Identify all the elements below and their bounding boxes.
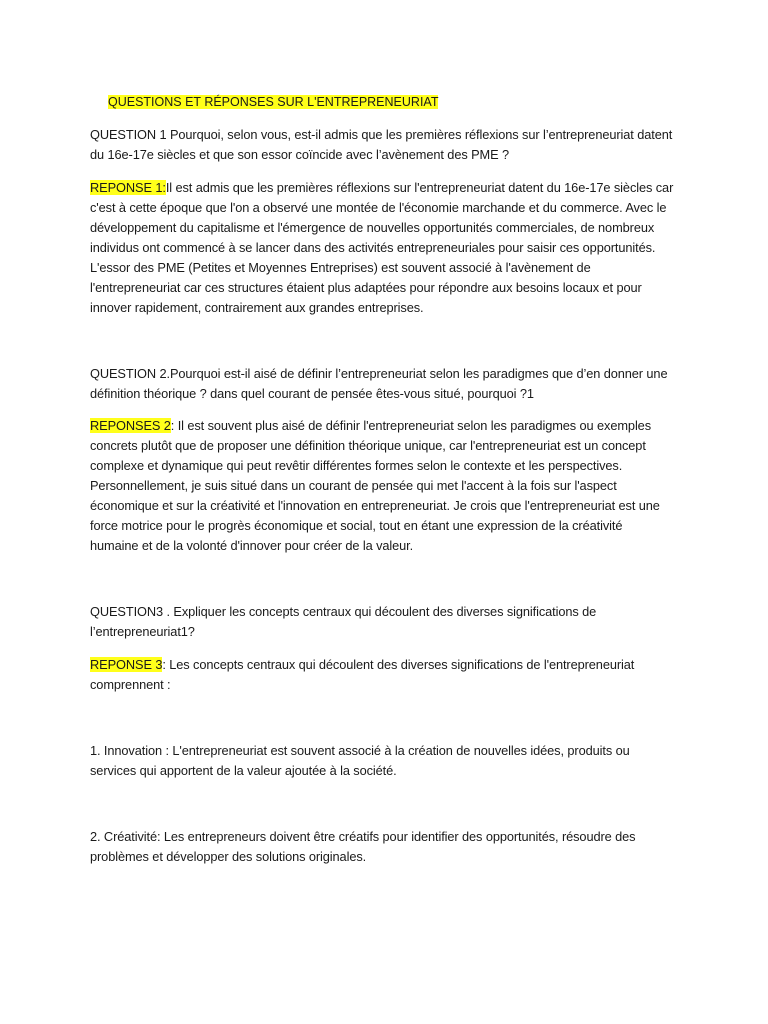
answer-3	[90, 655, 680, 695]
list-item-line: problèmes et développer des solutions originales.	[90, 849, 367, 864]
answer-2-first-line-text: : Il est souvent plus aisé de définir l'entrepreneuriat selon les paradigmes ou exemples	[170, 418, 651, 433]
answer-1-label: REPONSE 1:	[90, 180, 166, 195]
list-item	[90, 827, 680, 867]
answer-2-line: complexe et dynamique qui peut revêtir différentes formes selon le contexte et les perspectives.	[90, 458, 623, 473]
answer-2-line: économique et sur la créativité et l'innovation en entrepreneuriat. Je crois que l'entrepreneuriat est une	[90, 498, 660, 513]
question-1-line: QUESTION 1 Pourquoi, selon vous, est-il admis que les premières réflexions sur l’entrepreneuriat datent	[90, 127, 673, 142]
document-title	[108, 93, 438, 111]
question-1-line: du 16e-17e siècles et que son essor coïncide avec l’avènement des PME ?	[90, 147, 510, 162]
answer-2-label: REPONSES 2	[90, 418, 171, 433]
answer-3-first-line-text: : Les concepts centraux qui découlent des diverses significations de l'entrepreneuriat	[162, 657, 635, 672]
question-3-line: QUESTION3 . Expliquer les concepts centraux qui découlent des diverses significations de	[90, 604, 597, 619]
answer-1-line: innover rapidement, contrairement aux grandes entreprises.	[90, 300, 424, 315]
answer-1-line: c'est à cette époque que l'on a observé une montée de l'économie marchande et du commerce. Avec le	[90, 200, 667, 215]
question-2-line: définition théorique ? dans quel courant de pensée êtes-vous situé, pourquoi ?1	[90, 386, 534, 401]
answer-1-line: développement du capitalisme et l'émergence de nouvelles opportunités commerciales, de nombreux	[90, 220, 655, 235]
answer-1-line: L'essor des PME (Petites et Moyennes Entreprises) est souvent associé à l'avènement de	[90, 260, 591, 275]
answer-2-line: humaine et de la volonté d'innover pour créer de la valeur.	[90, 538, 414, 553]
answer-1-first-line-text: Il est admis que les premières réflexions sur l'entrepreneuriat datent du 16e-17e siècles car	[165, 180, 674, 195]
question-2-line: QUESTION 2.Pourquoi est-il aisé de définir l’entrepreneuriat selon les paradigmes que d’en donner une	[90, 366, 668, 381]
answer-1-line: l'entrepreneuriat car ces structures étaient plus adaptées pour répondre aux besoins locaux et pour	[90, 280, 642, 295]
answer-1	[90, 178, 680, 318]
question-3-line: l’entrepreneuriat1?	[90, 624, 195, 639]
answer-1-first-line	[90, 178, 680, 198]
answer-2	[90, 416, 680, 556]
list-item	[90, 741, 680, 781]
question-2	[90, 364, 680, 404]
answer-2-first-line	[90, 416, 680, 436]
question-1	[90, 125, 680, 165]
list-item-line: services qui apportent de la valeur ajoutée à la société.	[90, 763, 397, 778]
answer-2-line: concrets plutôt que de proposer une définition théorique unique, car l'entrepreneuriat est un concept	[90, 438, 646, 453]
answer-3-first-line	[90, 655, 680, 675]
question-3	[90, 602, 680, 642]
list-item-line: 1. Innovation : L'entrepreneuriat est souvent associé à la création de nouvelles idées, produits ou	[90, 743, 630, 758]
answer-1-line: individus ont commencé à se lancer dans des activités entrepreneuriales pour saisir ces opportunités.	[90, 240, 656, 255]
document-title-text: QUESTIONS ET RÉPONSES SUR L'ENTREPRENEURIAT	[108, 95, 439, 109]
answer-2-line: Personnellement, je suis situé dans un courant de pensée qui met l'accent à la fois sur l'aspect	[90, 478, 617, 493]
answer-2-line: force motrice pour le progrès économique et social, tout en étant une expression de la créativité	[90, 518, 623, 533]
answer-3-label: REPONSE 3	[90, 657, 163, 672]
answer-3-line: comprennent :	[90, 677, 171, 692]
list-item-line: 2. Créativité: Les entrepreneurs doivent être créatifs pour identifier des opportunités, résoudre des	[90, 829, 636, 844]
